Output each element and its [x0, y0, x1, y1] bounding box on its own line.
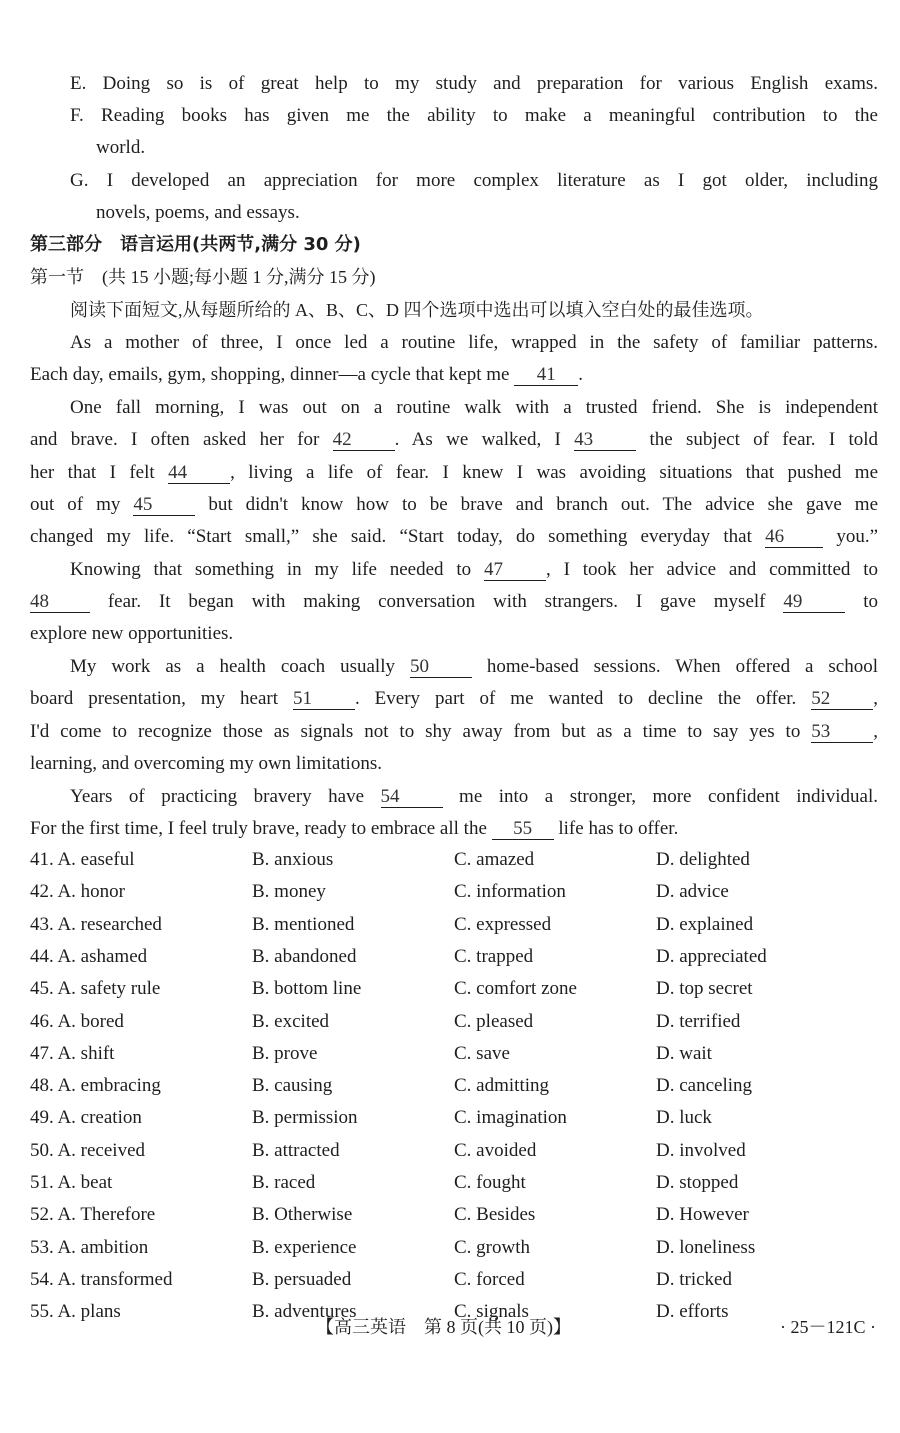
option-d: D. involved — [656, 1139, 746, 1161]
option-g: G. I developed an appreciation for more complex literature as I got older, including — [70, 170, 878, 191]
option-a: 49. A. creation — [30, 1107, 142, 1129]
blank-54: 54 — [381, 787, 443, 808]
blank-46: 46 — [765, 527, 823, 548]
option-d: D. delighted — [656, 849, 750, 870]
question-row — [30, 1007, 880, 1037]
option-a: 44. A. ashamed — [30, 945, 148, 967]
blank-52: 52 — [811, 689, 873, 710]
option-a: 47. A. shift — [30, 1042, 115, 1064]
option-b: B. adventures — [252, 1301, 357, 1323]
sub-title: 第一节 (共 15 小题;每小题 1 分,满分 15 分) — [30, 267, 376, 287]
option-c: C. avoided — [454, 1139, 537, 1161]
blank-50: 50 — [410, 657, 472, 678]
option-d: D. efforts — [656, 1301, 729, 1323]
question-row — [30, 1039, 880, 1069]
option-a: 45. A. safety rule — [30, 978, 161, 1000]
option-c: C. admitting — [454, 1075, 549, 1097]
option-b: B. abandoned — [252, 945, 357, 967]
passage-line: As a mother of three, I once led a routine life, wrapped in the safety of familiar patterns. — [70, 332, 878, 353]
option-b: B. mentioned — [252, 913, 355, 935]
option-e: E. Doing so is of great help to my study and preparation for various English exams. — [70, 73, 878, 94]
option-a: 55. A. plans — [30, 1301, 121, 1323]
option-a: 46. A. bored — [30, 1010, 124, 1032]
option-b: B. prove — [252, 1042, 318, 1064]
option-c: C. comfort zone — [454, 978, 577, 1000]
option-d: D. top secret — [656, 978, 753, 1000]
option-d: D. wait — [656, 1042, 712, 1064]
blank-51: 51 — [293, 689, 355, 710]
option-c: C. fought — [454, 1172, 526, 1193]
option-b: B. raced — [252, 1172, 316, 1193]
passage-line: One fall morning, I was out on a routine walk with a trusted friend. She is independent — [70, 397, 878, 418]
option-a: 43. A. researched — [30, 913, 162, 935]
blank-43: 43 — [574, 430, 636, 451]
question-row — [30, 1200, 880, 1230]
option-a: 52. A. Therefore — [30, 1204, 156, 1226]
option-b: B. anxious — [252, 849, 334, 870]
option-b: B. bottom line — [252, 978, 362, 1000]
question-row — [30, 1168, 880, 1198]
passage-line: Each day, emails, gym, shopping, dinner—a cycle that kept me 41 . — [30, 364, 583, 385]
question-row — [30, 845, 880, 875]
blank-42: 42 — [333, 430, 395, 451]
blank-44: 44 — [168, 463, 230, 484]
option-g-cont: novels, poems, and essays. — [96, 202, 300, 223]
option-a: 42. A. honor — [30, 881, 125, 903]
option-d: D. appreciated — [656, 945, 767, 967]
question-row — [30, 974, 880, 1004]
option-c: C. amazed — [454, 849, 535, 870]
passage-line: My work as a health coach usually 50 home-based sessions. When offered a school — [70, 656, 879, 677]
option-d: D. However — [656, 1204, 749, 1226]
option-b: B. Otherwise — [252, 1204, 353, 1226]
option-b: B. persuaded — [252, 1268, 352, 1290]
option-b: B. attracted — [252, 1139, 340, 1161]
option-b: B. excited — [252, 1010, 330, 1032]
passage-line: her that I felt 44 , living a life of fear. I knew I was avoiding situations that pushed me — [30, 462, 878, 483]
passage-line: For the first time, I feel truly brave, ready to embrace all the 55 life has to offer. — [30, 818, 679, 839]
passage-line: Knowing that something in my life needed to 47 , I took her advice and committed to — [70, 559, 878, 580]
passage-line: board presentation, my heart 51 . Every part of me wanted to decline the offer. 52 , — [30, 688, 879, 709]
blank-47: 47 — [484, 560, 546, 581]
option-f: F. Reading books has given me the ability to make a meaningful contribution to the — [70, 105, 878, 126]
passage-line: Years of practicing bravery have 54 me into a stronger, more confident individual. — [70, 786, 879, 807]
passage-line: explore new opportunities. — [30, 623, 234, 644]
option-c: C. Besides — [454, 1204, 536, 1226]
option-a: 41. A. easeful — [30, 849, 135, 870]
passage-line: learning, and overcoming my own limitations. — [30, 753, 382, 774]
option-b: B. money — [252, 881, 326, 903]
option-b: B. experience — [252, 1236, 357, 1258]
option-b: B. permission — [252, 1107, 358, 1129]
question-row — [30, 1071, 880, 1101]
instruction: 阅读下面短文,从每题所给的 A、B、C、D 四个选项中选出可以填入空白处的最佳选项。 — [70, 300, 764, 320]
option-d: D. explained — [656, 913, 754, 935]
exam-code: · 25－121C · — [780, 1317, 876, 1337]
option-c: C. imagination — [454, 1107, 567, 1129]
passage-line: changed my life. “Start small,” she said. “Start today, do something everyday that 46 you.” — [30, 526, 879, 547]
question-row — [30, 1136, 880, 1166]
option-a: 54. A. transformed — [30, 1268, 173, 1290]
option-d: D. canceling — [656, 1075, 753, 1097]
option-d: D. stopped — [656, 1172, 739, 1193]
passage-line: 48 fear. It began with making conversation with strangers. I gave myself 49 to — [30, 591, 878, 612]
option-d: D. loneliness — [656, 1236, 756, 1258]
option-d: D. terrified — [656, 1010, 741, 1032]
option-c: C. expressed — [454, 913, 552, 935]
blank-49: 49 — [783, 592, 845, 613]
option-d: D. luck — [656, 1107, 712, 1129]
passage-line: and brave. I often asked her for 42 . As we walked, I 43 the subject of fear. I told — [30, 429, 879, 450]
question-row — [30, 942, 880, 972]
option-a: 53. A. ambition — [30, 1236, 149, 1258]
blank-41: 41 — [514, 365, 578, 386]
page-footer: 【高三英语 第 8 页(共 10 页)】 — [316, 1317, 571, 1337]
option-d: D. advice — [656, 881, 729, 903]
option-b: B. causing — [252, 1075, 333, 1097]
question-row — [30, 877, 880, 907]
question-row — [30, 1103, 880, 1133]
option-c: C. forced — [454, 1268, 525, 1290]
option-c: C. save — [454, 1042, 510, 1064]
option-c: C. signals — [454, 1301, 529, 1323]
blank-48: 48 — [30, 592, 90, 613]
option-f-cont: world. — [96, 137, 146, 158]
option-a: 48. A. embracing — [30, 1075, 161, 1097]
part-title: 第三部分 语言运用(共两节,满分 30 分) — [30, 234, 361, 255]
question-row — [30, 910, 880, 940]
option-c: C. trapped — [454, 945, 534, 967]
option-c: C. pleased — [454, 1010, 534, 1032]
option-d: D. tricked — [656, 1268, 732, 1290]
blank-45: 45 — [133, 495, 195, 516]
option-c: C. information — [454, 881, 566, 903]
blank-55: 55 — [492, 819, 554, 840]
option-a: 50. A. received — [30, 1139, 146, 1161]
option-c: C. growth — [454, 1236, 530, 1258]
passage-line: out of my 45 but didn't know how to be brave and branch out. The advice she gave me — [30, 494, 879, 515]
question-row — [30, 1265, 880, 1295]
blank-53: 53 — [811, 722, 873, 743]
question-row — [30, 1233, 880, 1263]
option-a: 51. A. beat — [30, 1172, 113, 1193]
passage-line: I'd come to recognize those as signals not to shy away from but as a time to say yes to 53 , — [30, 721, 879, 742]
